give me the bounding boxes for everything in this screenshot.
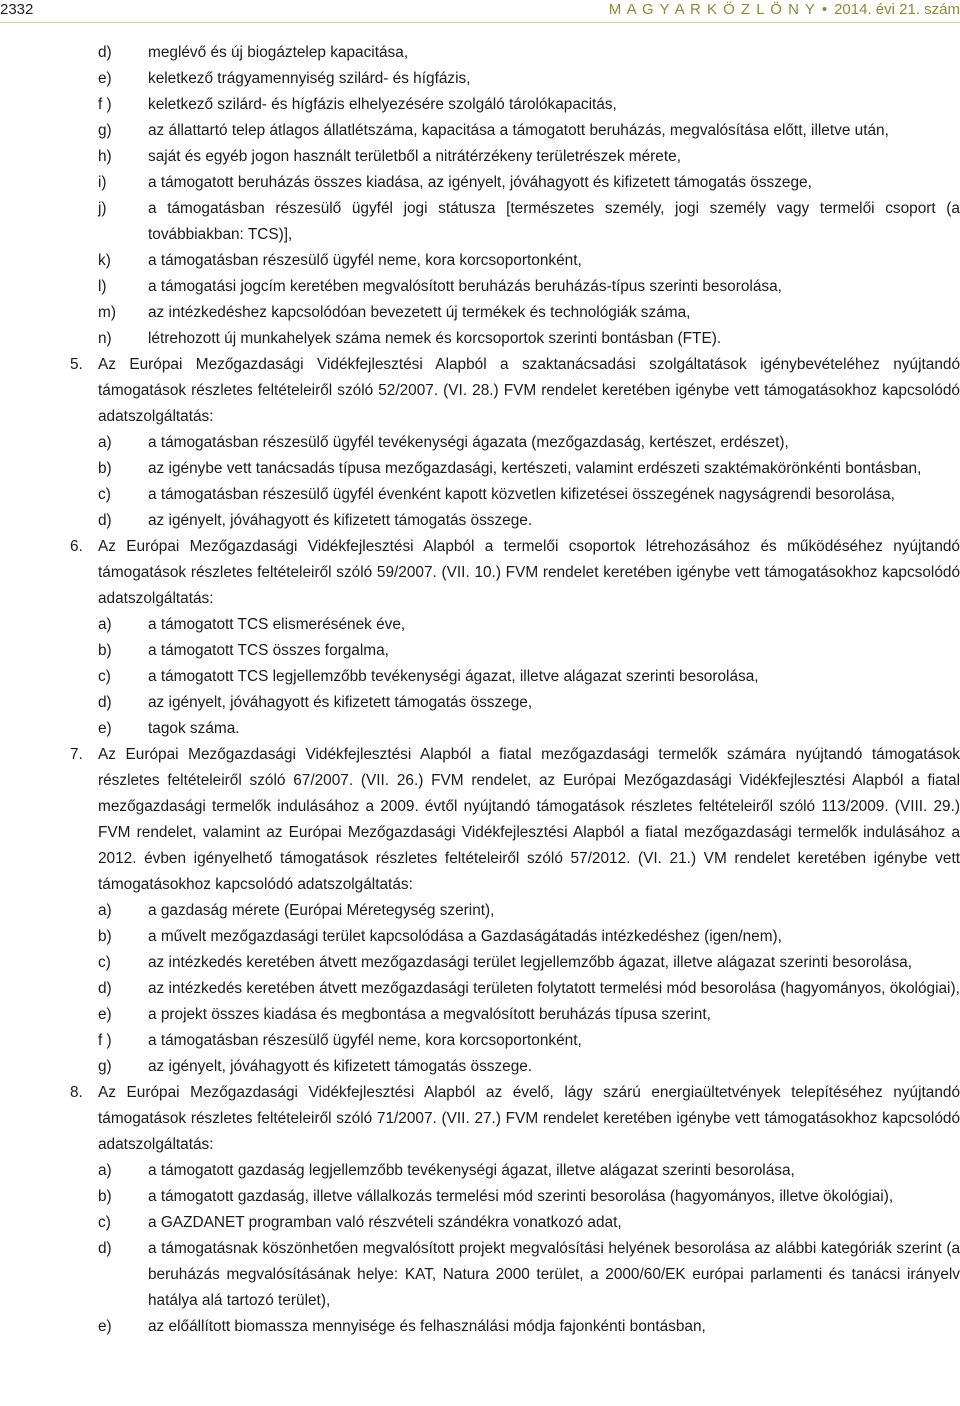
item-text: keletkező trágyamennyiség szilárd- és hígfázis,: [148, 70, 471, 87]
list-item: [68, 300, 960, 326]
list-item: [68, 950, 960, 976]
item-text: az intézkedéshez kapcsolódóan bevezetett új termékek és technológiák száma,: [148, 304, 691, 321]
list-item: [68, 612, 960, 638]
item-text: a támogatásban részesülő ügyfél neme, kora korcsoportonként,: [148, 1032, 582, 1049]
item-text: a művelt mezőgazdasági terület kapcsolódása a Gazdaságátadás intézkedéshez (igen/nem),: [148, 928, 782, 945]
list-item: [68, 1314, 960, 1340]
list-item: [68, 170, 960, 196]
section-number: 7.: [70, 746, 83, 763]
document-body: [68, 40, 960, 1340]
item-label: m): [98, 304, 116, 321]
item-text: a támogatott beruházás összes kiadása, az igényelt, jóváhagyott és kifizetett támogatás összege,: [148, 174, 812, 191]
item-label: k): [98, 252, 111, 269]
section-5: [68, 352, 960, 534]
item-label: b): [98, 460, 112, 477]
header-rule: [0, 22, 960, 23]
item-text: az előállított biomassza mennyisége és felhasználási módja fajonkénti bontásban,: [148, 1318, 706, 1335]
section-number: 8.: [70, 1084, 83, 1101]
list-item: [68, 1002, 960, 1028]
item-text: létrehozott új munkahelyek száma nemek és korcsoportok szerinti bontásban (FTE).: [148, 330, 722, 347]
item-text: tagok száma.: [148, 720, 240, 737]
item-text: meglévő és új biogáztelep kapacitása,: [148, 44, 409, 61]
section-number: 6.: [70, 538, 83, 555]
item-label: g): [98, 122, 112, 139]
list-item: [68, 1210, 960, 1236]
item-label: a): [98, 616, 112, 633]
item-text: az igényelt, jóváhagyott és kifizetett támogatás összege.: [148, 1058, 533, 1075]
item-text: az intézkedés keretében átvett mezőgazdasági terület legjellemzőbb ágazat, illetve alágazat szerinti besorolása,: [148, 954, 912, 971]
item-text: az igényelt, jóváhagyott és kifizetett támogatás összege,: [148, 694, 533, 711]
item-text: keletkező szilárd- és hígfázis elhelyezésére szolgáló tárolókapacitás,: [148, 96, 617, 113]
item-label: b): [98, 928, 112, 945]
item-label: d): [98, 44, 112, 61]
list-item: [68, 664, 960, 690]
item-label: e): [98, 1318, 112, 1335]
item-label: e): [98, 720, 112, 737]
item-label: e): [98, 1006, 112, 1023]
list-item: [68, 690, 960, 716]
section-text: Az Európai Mezőgazdasági Vidékfejlesztési Alapból a fiatal mezőgazdasági termelők számára nyújtandó támogatások részletes feltételeiről szóló 67/2007. (VII. 26.) FVM rendelet, az Európai Mezőgazdasági Vidékfejlesztési Alapból a fiatal mezőgazdasági termelők indulásához a 2009. évtől nyújtandó támogatások részletes feltételeiről szóló 113/2009. (VIII. 29.) FVM rendelet, valamint az Európai Mezőgazdasági Vidékfejlesztési Alapból a fiatal mezőgazdasági termelők indulásához a 2012. évben igényelhető támogatások részletes feltételeiről szóló 57/2012. (VI. 21.) VM rendelet keretében igénybe vett támogatásokhoz kapcsolódó adatszolgáltatás:: [98, 746, 960, 893]
item-label: a): [98, 902, 112, 919]
list-item: [68, 976, 960, 1002]
item-label: d): [98, 1240, 112, 1257]
list-item: [68, 898, 960, 924]
item-text: saját és egyéb jogon használt területből a nitrátérzékeny területrészek mérete,: [148, 148, 681, 165]
journal-title: [609, 0, 960, 20]
item-label: i): [98, 174, 107, 191]
item-text: az állattartó telep átlagos állatlétszáma, kapacitása a támogatott beruházás, megvalósítása előtt, illetve után,: [148, 122, 889, 139]
section-heading: [68, 534, 960, 612]
item-label: c): [98, 486, 111, 503]
section-text: Az Európai Mezőgazdasági Vidékfejlesztési Alapból a szaktanácsadási szolgáltatások igénybevételéhez nyújtandó támogatások részletes feltételeiről szóló 52/2007. (VI. 28.) FVM rendelet keretében igénybe vett támogatásokhoz kapcsolódó adatszolgáltatás:: [98, 356, 960, 425]
section-text: Az Európai Mezőgazdasági Vidékfejlesztési Alapból a termelői csoportok létrehozásához és működéséhez nyújtandó támogatások részletes feltételeiről szóló 59/2007. (VII. 10.) FVM rendelet keretében igénybe vett támogatásokhoz kapcsolódó adatszolgáltatás:: [98, 538, 960, 607]
item-label: d): [98, 512, 112, 529]
list-item: [68, 508, 960, 534]
item-text: az igényelt, jóváhagyott és kifizetett támogatás összege.: [148, 512, 533, 529]
item-label: g): [98, 1058, 112, 1075]
item-text: a támogatott gazdaság legjellemzőbb tevékenységi ágazat, illetve alágazat szerinti besorolása,: [148, 1162, 795, 1179]
page-number: 2332: [0, 1, 34, 18]
item-text: a GAZDANET programban való részvételi szándékra vonatkozó adat,: [148, 1214, 622, 1231]
item-text: a támogatásban részesülő ügyfél neme, kora korcsoportonként,: [148, 252, 582, 269]
list-item: [68, 1184, 960, 1210]
item-label: l): [98, 278, 107, 295]
list-item: [68, 248, 960, 274]
item-label: n): [98, 330, 112, 347]
list-item: [68, 66, 960, 92]
section-number: 5.: [70, 356, 83, 373]
item-text: a támogatásban részesülő ügyfél tevékenységi ágazata (mezőgazdaság, kertészet, erdészet),: [148, 434, 789, 451]
item-label: c): [98, 1214, 111, 1231]
item-text: a támogatási jogcím keretében megvalósított beruházás beruházás-típus szerinti besorolása,: [148, 278, 782, 295]
item-label: c): [98, 954, 111, 971]
item-label: e): [98, 70, 112, 87]
list-item: [68, 92, 960, 118]
item-text: a projekt összes kiadása és megbontása a megvalósított beruházás típusa szerint,: [148, 1006, 711, 1023]
section-heading: [68, 742, 960, 898]
item-text: az igénybe vett tanácsadás típusa mezőgazdasági, kertészeti, valamint erdészeti szaktémakörönkénti bontásban,: [148, 460, 922, 477]
item-label: c): [98, 668, 111, 685]
item-text: a támogatott gazdaság, illetve vállalkozás termelési mód szerinti besorolása (hagyományos, illetve ökológiai),: [148, 1188, 894, 1205]
item-label: f ): [98, 96, 112, 113]
journal-issue: 2014. évi 21. szám: [834, 1, 960, 18]
list-item: [68, 144, 960, 170]
list-item: [68, 1236, 960, 1314]
item-text: az intézkedés keretében átvett mezőgazdasági területen folytatott termelési mód besorolása (hagyományos, ökológiai),: [148, 980, 960, 997]
item-text: a támogatott TCS elismerésének éve,: [148, 616, 406, 633]
list-item: [68, 1054, 960, 1080]
journal-separator: •: [821, 1, 829, 18]
item-label: b): [98, 1188, 112, 1205]
item-text: a támogatásban részesülő ügyfél jogi státusza [természetes személy, jogi személy vagy termelői csoport (a továbbiakban: TCS)],: [148, 200, 960, 243]
journal-name: M A G Y A R K Ö Z L Ö N Y: [608, 1, 816, 18]
list-item: [68, 456, 960, 482]
item-text: a támogatásban részesülő ügyfél évenként kapott közvetlen kifizetései összegének nagyságrendi besorolása,: [148, 486, 895, 503]
item-label: d): [98, 980, 112, 997]
item-label: f ): [98, 1032, 112, 1049]
list-item: [68, 118, 960, 144]
list-item: [68, 1158, 960, 1184]
item-text: a támogatott TCS legjellemzőbb tevékenységi ágazat, illetve alágazat szerinti besorolása,: [148, 668, 759, 685]
section-7: [68, 742, 960, 1080]
list-item: [68, 40, 960, 66]
item-label: h): [98, 148, 112, 165]
item-text: a támogatott TCS összes forgalma,: [148, 642, 389, 659]
item-label: a): [98, 1162, 112, 1179]
list-item: [68, 196, 960, 248]
list-item: [68, 274, 960, 300]
page-header: [0, 0, 960, 22]
list-item: [68, 326, 960, 352]
item-label: b): [98, 642, 112, 659]
section-text: Az Európai Mezőgazdasági Vidékfejlesztési Alapból az évelő, lágy szárú energiaültetvények telepítéséhez nyújtandó támogatások részletes feltételeiről szóló 71/2007. (VII. 27.) FVM rendelet keretében igénybe vett támogatásokhoz kapcsolódó adatszolgáltatás:: [98, 1084, 960, 1153]
list-item: [68, 638, 960, 664]
item-text: a gazdaság mérete (Európai Méretegység szerint),: [148, 902, 495, 919]
list-item: [68, 430, 960, 456]
item-label: a): [98, 434, 112, 451]
item-label: d): [98, 694, 112, 711]
section-8: [68, 1080, 960, 1340]
section-heading: [68, 1080, 960, 1158]
section-heading: [68, 352, 960, 430]
list-item: [68, 482, 960, 508]
item-label: j): [98, 200, 107, 217]
list-item: [68, 716, 960, 742]
section-6: [68, 534, 960, 742]
list-item: [68, 1028, 960, 1054]
item-text: a támogatásnak köszönhetően megvalósított projekt megvalósítási helyének besorolása az alábbi kategóriák szerint (a beruházás megvalósításának helye: KAT, Natura 2000 terület, a 2000/60/EK európai parlamenti és tanácsi irányelv hatálya alá tartozó terület),: [148, 1240, 960, 1309]
list-continued: [68, 40, 960, 352]
list-item: [68, 924, 960, 950]
